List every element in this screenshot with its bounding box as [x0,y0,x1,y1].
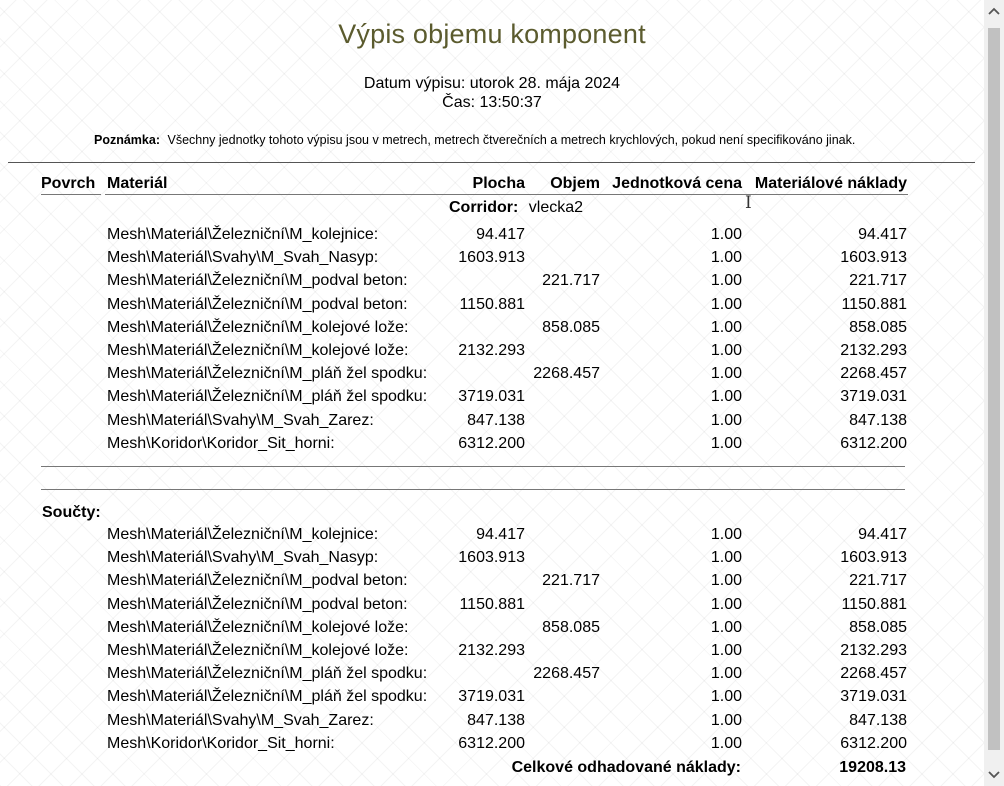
row-material: Mesh\Materiál\Železniční\M_pláň žel spodku: [107,365,428,383]
row-unit-price: 1.00 [710,665,742,683]
table-row [0,296,984,318]
row-area: 6312.200 [458,734,525,752]
row-material: Mesh\Materiál\Svahy\M_Svah_Zarez: [107,411,374,429]
header-unit-price: Jednotková cena [612,175,742,192]
page-title: Výpis objemu komponent [338,19,646,49]
row-unit-price: 1.00 [710,318,742,336]
text-cursor-icon: I [745,193,752,213]
row-area: 1150.881 [459,595,525,613]
row-cost: 2132.293 [840,342,907,359]
row-material: Mesh\Materiál\Svahy\M_Svah_Zarez: [107,711,374,729]
table-row [0,342,984,364]
row-material: Mesh\Koridor\Koridor_Sit_horni: [107,434,335,452]
table-row [0,272,984,294]
row-cost: 1603.913 [840,249,907,267]
row-unit-price: 1.00 [710,272,742,290]
row-material: Mesh\Materiál\Svahy\M_Svah_Nasyp: [107,249,379,267]
table-row [0,665,984,687]
row-volume: 221.717 [542,572,600,590]
row-material: Mesh\Materiál\Železniční\M_kolejové lože: [107,642,409,659]
header-underline [41,194,101,195]
scrollbar-thumb[interactable] [988,28,1000,750]
row-area: 3719.031 [458,388,525,406]
row-unit-price: 1.00 [710,342,742,359]
totals-label: Součty: [42,504,101,521]
row-material: Mesh\Materiál\Železniční\M_podval beton: [107,272,408,290]
row-cost: 3719.031 [840,388,907,406]
row-cost: 2268.457 [840,665,907,683]
row-cost: 1150.881 [841,295,907,313]
report-time-label: Čas: [442,94,476,111]
header-underline [602,194,744,195]
row-cost: 858.085 [849,618,907,636]
row-area: 2132.293 [458,342,525,359]
table-row [0,619,984,641]
row-unit-price: 1.00 [710,549,742,567]
header-divider [8,162,975,163]
row-material: Mesh\Materiál\Železniční\M_kolejnice: [107,226,379,243]
grand-total-value: 19208.13 [839,759,906,776]
chevron-down-icon [987,770,1001,780]
row-area: 94.417 [476,226,525,243]
row-cost: 221.717 [849,272,907,290]
corridor-label: Corridor: [449,199,519,216]
row-unit-price: 1.00 [710,572,742,590]
row-area: 1603.913 [458,249,525,267]
table-row [0,712,984,734]
row-unit-price: 1.00 [710,618,742,636]
report-date [0,75,984,93]
table-row [0,572,984,594]
corridor-line [449,199,583,217]
row-unit-price: 1.00 [710,734,742,752]
header-underline [105,194,451,195]
row-material: Mesh\Materiál\Železniční\M_kolejnice: [107,526,379,543]
section-divider [41,466,905,467]
row-unit-price: 1.00 [710,226,742,243]
row-cost: 2268.457 [840,365,907,383]
scroll-up-button[interactable] [984,2,1004,20]
table-row [0,735,984,757]
row-unit-price: 1.00 [710,249,742,267]
row-material: Mesh\Materiál\Železniční\M_kolejové lože: [107,342,409,359]
row-unit-price: 1.00 [710,711,742,729]
row-cost: 94.417 [858,226,907,243]
table-row [0,526,984,548]
row-area: 847.138 [467,411,525,429]
row-unit-price: 1.00 [710,688,742,706]
header-material: Materiál [107,175,168,192]
row-unit-price: 1.00 [710,365,742,383]
row-cost: 1603.913 [840,549,907,567]
header-volume: Objem [550,175,600,192]
header-underline [451,194,527,195]
scroll-down-button[interactable] [984,766,1004,784]
table-row [0,596,984,618]
chevron-up-icon [987,6,1001,16]
row-cost: 858.085 [849,318,907,336]
row-area: 1603.913 [458,549,525,567]
table-row [0,435,984,457]
row-volume: 858.085 [542,618,600,636]
row-area: 94.417 [476,526,525,543]
row-cost: 6312.200 [840,734,907,752]
vertical-scrollbar[interactable] [984,0,1004,786]
table-row [0,412,984,434]
row-unit-price: 1.00 [710,295,742,313]
row-material: Mesh\Materiál\Železniční\M_podval beton: [107,572,408,590]
grand-total-label: Celkové odhadované náklady: [511,759,741,776]
table-row [0,642,984,664]
header-area: Plocha [472,175,525,192]
row-cost: 3719.031 [840,688,907,706]
row-material: Mesh\Materiál\Železniční\M_kolejové lože: [107,318,409,336]
row-area: 1150.881 [459,295,525,313]
row-cost: 847.138 [849,711,907,729]
report-time-value: 13:50:37 [479,94,542,111]
table-row [0,226,984,248]
row-cost: 6312.200 [840,434,907,452]
row-unit-price: 1.00 [710,434,742,452]
units-note [94,133,855,147]
section-divider [41,489,905,490]
row-cost: 1150.881 [841,595,907,613]
row-volume: 221.717 [542,272,600,290]
row-unit-price: 1.00 [710,595,742,613]
report-date-label: Datum výpisu: [363,75,466,92]
row-volume: 858.085 [542,318,600,336]
row-material: Mesh\Materiál\Železniční\M_pláň žel spodku: [107,388,428,406]
table-row [0,319,984,341]
row-material: Mesh\Koridor\Koridor_Sit_horni: [107,734,335,752]
row-material: Mesh\Materiál\Železniční\M_podval beton: [107,295,408,313]
table-row [0,388,984,410]
report-time [0,94,984,112]
row-unit-price: 1.00 [710,642,742,659]
table-row [0,549,984,571]
table-row [0,365,984,387]
row-material: Mesh\Materiál\Železniční\M_pláň žel spodku: [107,665,428,683]
row-volume: 2268.457 [533,365,600,383]
row-material: Mesh\Materiál\Železniční\M_pláň žel spodku: [107,688,428,706]
row-cost: 2132.293 [840,642,907,659]
row-unit-price: 1.00 [710,411,742,429]
row-volume: 2268.457 [533,665,600,683]
row-area: 3719.031 [458,688,525,706]
row-material: Mesh\Materiál\Železniční\M_podval beton: [107,595,408,613]
table-row [0,688,984,710]
row-cost: 847.138 [849,411,907,429]
note-text: Všechny jednotky tohoto výpisu jsou v metrech, metrech čtverečních a metrech krychlových, pokud není specifikováno jinak. [167,133,856,147]
row-area: 6312.200 [458,434,525,452]
row-unit-price: 1.00 [710,388,742,406]
header-underline [744,194,908,195]
row-area: 847.138 [467,711,525,729]
row-cost: 94.417 [858,526,907,543]
header-surface: Povrch [41,175,96,192]
corridor-value: vlecka2 [528,199,584,216]
report-date-value: utorok 28. mája 2024 [469,75,621,92]
row-area: 2132.293 [458,642,525,659]
row-material: Mesh\Materiál\Železniční\M_kolejové lože: [107,618,409,636]
row-cost: 221.717 [849,572,907,590]
note-label: Poznámka: [94,133,160,147]
row-material: Mesh\Materiál\Svahy\M_Svah_Nasyp: [107,549,379,567]
table-row [0,249,984,271]
row-unit-price: 1.00 [710,526,742,543]
header-material-cost: Materiálové náklady [754,175,907,192]
header-underline [527,194,602,195]
